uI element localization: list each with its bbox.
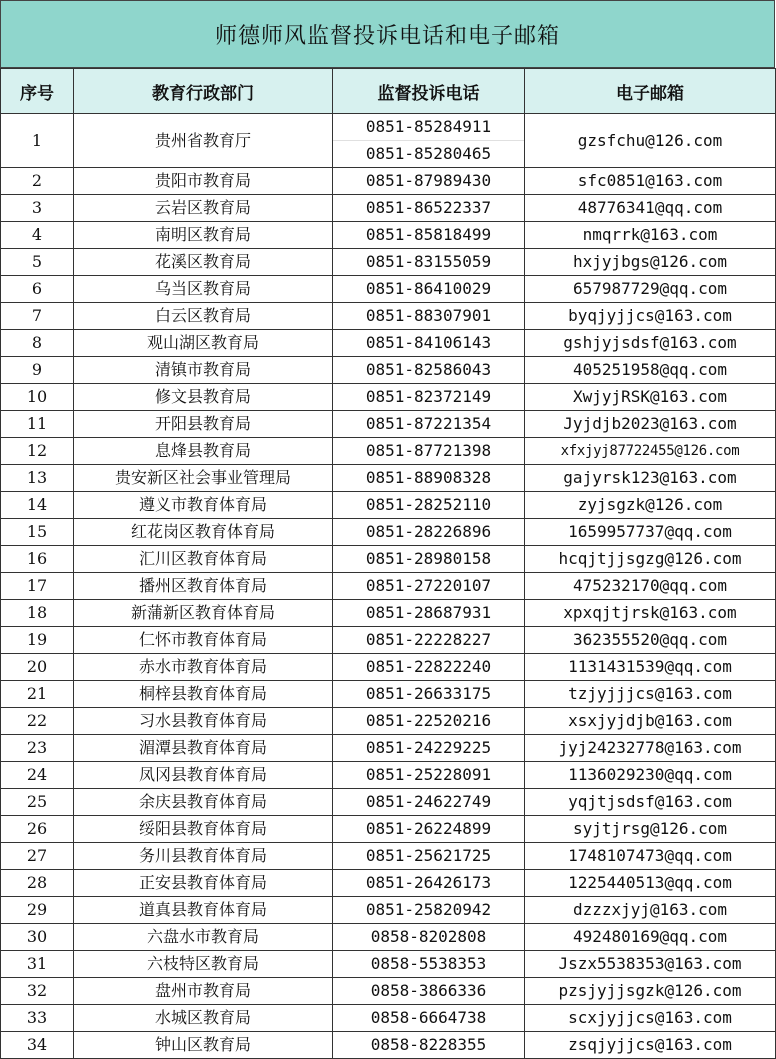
email-address: 362355520@qq.com (525, 627, 776, 654)
phone-number: 0851-28252110 (365, 495, 492, 514)
table-row (1, 114, 776, 168)
row-number: 10 (1, 384, 74, 411)
email-address: gshjyjsdsf@163.com (525, 330, 776, 357)
table-row (1, 843, 776, 870)
phone-number: 0851-26426173 (365, 873, 492, 892)
phone-cell (333, 330, 525, 357)
row-number: 14 (1, 492, 74, 519)
phone-cell (333, 762, 525, 789)
phone-cell (333, 924, 525, 951)
department-name: 遵义市教育体育局 (74, 492, 333, 519)
header-email: 电子邮箱 (525, 69, 776, 114)
table-row (1, 762, 776, 789)
phone-number: 0851-84106143 (365, 333, 492, 352)
email-address: yqjtjsdsf@163.com (525, 789, 776, 816)
row-number: 22 (1, 708, 74, 735)
table-row (1, 708, 776, 735)
email-address: syjtjrsg@126.com (525, 816, 776, 843)
department-name: 花溪区教育局 (74, 249, 333, 276)
table-row (1, 384, 776, 411)
phone-cell (333, 168, 525, 195)
phone-number: 0851-24622749 (365, 792, 492, 811)
row-number: 30 (1, 924, 74, 951)
phone-cell (333, 195, 525, 222)
phone-cell (333, 978, 525, 1005)
department-name: 水城区教育局 (74, 1005, 333, 1032)
department-name: 云岩区教育局 (74, 195, 333, 222)
phone-cell (333, 789, 525, 816)
department-name: 习水县教育体育局 (74, 708, 333, 735)
department-name: 修文县教育局 (74, 384, 333, 411)
row-number: 23 (1, 735, 74, 762)
phone-number: 0851-25228091 (365, 765, 492, 784)
table-row (1, 492, 776, 519)
phone-cell (333, 735, 525, 762)
phone-cell (333, 708, 525, 735)
row-number: 16 (1, 546, 74, 573)
phone-number: 0851-87989430 (365, 171, 492, 190)
email-address: gajyrsk123@163.com (525, 465, 776, 492)
phone-number: 0851-87721398 (365, 441, 492, 460)
row-number: 11 (1, 411, 74, 438)
phone-cell (333, 546, 525, 573)
table-row (1, 546, 776, 573)
phone-number: 0858-5538353 (370, 954, 487, 973)
row-number: 29 (1, 897, 74, 924)
department-name: 清镇市教育局 (74, 357, 333, 384)
department-name: 开阳县教育局 (74, 411, 333, 438)
department-name: 红花岗区教育体育局 (74, 519, 333, 546)
department-name: 息烽县教育局 (74, 438, 333, 465)
phone-cell (333, 357, 525, 384)
table-row (1, 276, 776, 303)
department-name: 余庆县教育体育局 (74, 789, 333, 816)
table-row (1, 573, 776, 600)
table-row (1, 978, 776, 1005)
department-name: 务川县教育体育局 (74, 843, 333, 870)
email-address: zsqjyjjcs@163.com (525, 1032, 776, 1059)
department-name: 新蒲新区教育体育局 (74, 600, 333, 627)
table-row (1, 519, 776, 546)
table-row (1, 411, 776, 438)
table-row (1, 870, 776, 897)
department-name: 六盘水市教育局 (74, 924, 333, 951)
email-address: xsxjyjdjb@163.com (525, 708, 776, 735)
email-address: 1225440513@qq.com (525, 870, 776, 897)
email-address: dzzzxjyj@163.com (525, 897, 776, 924)
row-number: 28 (1, 870, 74, 897)
phone-number: 0858-8228355 (370, 1035, 487, 1054)
phone-number: 0858-6664738 (370, 1008, 487, 1027)
row-number: 8 (1, 330, 74, 357)
phone-number: 0851-86410029 (365, 279, 492, 298)
table-row (1, 195, 776, 222)
email-address: gzsfchu@126.com (525, 114, 776, 168)
table-row (1, 789, 776, 816)
table-row (1, 951, 776, 978)
email-address: zyjsgzk@126.com (525, 492, 776, 519)
department-name: 贵州省教育厅 (74, 114, 333, 168)
email-address: hxjyjbgs@126.com (525, 249, 776, 276)
department-name: 观山湖区教育局 (74, 330, 333, 357)
phone-number: 0851-28980158 (365, 549, 492, 568)
email-address: Jyjdjb2023@163.com (525, 411, 776, 438)
phone-cell (333, 816, 525, 843)
row-number: 1 (1, 114, 74, 168)
phone-number: 0858-3866336 (370, 981, 487, 1000)
phone-cell (333, 249, 525, 276)
phone-cell (333, 492, 525, 519)
department-name: 仁怀市教育体育局 (74, 627, 333, 654)
phone-cell (333, 600, 525, 627)
table-row (1, 681, 776, 708)
email-address: sfc0851@163.com (525, 168, 776, 195)
row-number: 32 (1, 978, 74, 1005)
department-name: 盘州市教育局 (74, 978, 333, 1005)
table-row (1, 654, 776, 681)
phone-number: 0851-25621725 (365, 846, 492, 865)
phone-cell (333, 654, 525, 681)
department-name: 凤冈县教育体育局 (74, 762, 333, 789)
row-number: 26 (1, 816, 74, 843)
table-row (1, 222, 776, 249)
contact-table (0, 68, 776, 1059)
email-address: Jszx5538353@163.com (525, 951, 776, 978)
phone-cell (333, 438, 525, 465)
table-row (1, 303, 776, 330)
department-name: 汇川区教育体育局 (74, 546, 333, 573)
row-number: 9 (1, 357, 74, 384)
row-number: 31 (1, 951, 74, 978)
email-address: 1659957737@qq.com (525, 519, 776, 546)
header-row (1, 69, 776, 114)
row-number: 33 (1, 1005, 74, 1032)
table-row (1, 627, 776, 654)
phone-cell (333, 681, 525, 708)
table-row (1, 816, 776, 843)
email-address: 48776341@qq.com (525, 195, 776, 222)
table-row (1, 465, 776, 492)
phone-number: 0851-28226896 (365, 522, 492, 541)
phone-number: 0851-85818499 (365, 225, 492, 244)
email-address: scxjyjjcs@163.com (525, 1005, 776, 1032)
department-name: 正安县教育体育局 (74, 870, 333, 897)
phone-number: 0851-85284911 (365, 117, 492, 136)
table-row (1, 330, 776, 357)
phone-number: 0851-88307901 (365, 306, 492, 325)
email-address: XwjyjRSK@163.com (525, 384, 776, 411)
email-address: jyj24232778@163.com (525, 735, 776, 762)
department-name: 贵安新区社会事业管理局 (74, 465, 333, 492)
department-name: 钟山区教育局 (74, 1032, 333, 1059)
phone-number: 0858-8202808 (370, 927, 487, 946)
email-address: byqjyjjcs@163.com (525, 303, 776, 330)
header-dept: 教育行政部门 (74, 69, 333, 114)
phone-cell (333, 951, 525, 978)
email-address: 1131431539@qq.com (525, 654, 776, 681)
phone-number: 0851-26224899 (365, 819, 492, 838)
row-number: 5 (1, 249, 74, 276)
phone-cell (333, 1032, 525, 1059)
department-name: 南明区教育局 (74, 222, 333, 249)
department-name: 绥阳县教育体育局 (74, 816, 333, 843)
phone-number: 0851-25820942 (365, 900, 492, 919)
row-number: 15 (1, 519, 74, 546)
department-name: 桐梓县教育体育局 (74, 681, 333, 708)
phone-cell (333, 303, 525, 330)
phone-number: 0851-82586043 (365, 360, 492, 379)
phone-cell (333, 519, 525, 546)
email-address: 475232170@qq.com (525, 573, 776, 600)
phone-cell (333, 573, 525, 600)
row-number: 20 (1, 654, 74, 681)
table-row (1, 924, 776, 951)
phone-number: 0851-88908328 (365, 468, 492, 487)
phone-number: 0851-86522337 (365, 198, 492, 217)
phone-cell (333, 1005, 525, 1032)
phone-cell (333, 384, 525, 411)
row-number: 3 (1, 195, 74, 222)
phone-cell (333, 411, 525, 438)
phone-cell (333, 465, 525, 492)
email-address: hcqjtjjsgzg@126.com (525, 546, 776, 573)
department-name: 湄潭县教育体育局 (74, 735, 333, 762)
row-number: 27 (1, 843, 74, 870)
row-number: 13 (1, 465, 74, 492)
table-row (1, 735, 776, 762)
phone-cell (333, 627, 525, 654)
table-row (1, 1032, 776, 1059)
table-row (1, 1005, 776, 1032)
header-num: 序号 (1, 69, 74, 114)
table-row (1, 249, 776, 276)
phone-number: 0851-83155059 (365, 252, 492, 271)
phone-number: 0851-22822240 (365, 657, 492, 676)
table-row (1, 168, 776, 195)
email-address: 405251958@qq.com (525, 357, 776, 384)
email-address: 492480169@qq.com (525, 924, 776, 951)
email-address: tzjyjjjcs@163.com (525, 681, 776, 708)
row-number: 19 (1, 627, 74, 654)
email-address: nmqrrk@163.com (525, 222, 776, 249)
table-row (1, 438, 776, 465)
phone-cell (333, 276, 525, 303)
email-address: pzsjyjjsgzk@126.com (525, 978, 776, 1005)
phone-cell (333, 843, 525, 870)
table-row (1, 600, 776, 627)
department-name: 赤水市教育体育局 (74, 654, 333, 681)
row-number: 2 (1, 168, 74, 195)
phone-cell (333, 870, 525, 897)
email-address: 1748107473@qq.com (525, 843, 776, 870)
row-number: 7 (1, 303, 74, 330)
phone-number: 0851-82372149 (365, 387, 492, 406)
phone-number: 0851-26633175 (365, 684, 492, 703)
header-phone: 监督投诉电话 (333, 69, 525, 114)
table-row (1, 357, 776, 384)
row-number: 4 (1, 222, 74, 249)
phone-cell (333, 897, 525, 924)
email-address: xfxjyj87722455@126.com (525, 438, 776, 465)
phone-number: 0851-24229225 (365, 738, 492, 757)
row-number: 34 (1, 1032, 74, 1059)
phone-number: 0851-85280465 (333, 140, 524, 167)
email-address: 1136029230@qq.com (525, 762, 776, 789)
department-name: 播州区教育体育局 (74, 573, 333, 600)
department-name: 乌当区教育局 (74, 276, 333, 303)
row-number: 12 (1, 438, 74, 465)
phone-number: 0851-87221354 (365, 414, 492, 433)
department-name: 道真县教育体育局 (74, 897, 333, 924)
table-title: 师德师风监督投诉电话和电子邮箱 (0, 0, 775, 68)
table-row (1, 897, 776, 924)
phone-number: 0851-22520216 (365, 711, 492, 730)
phone-cell (333, 114, 525, 168)
row-number: 18 (1, 600, 74, 627)
phone-cell (333, 222, 525, 249)
row-number: 17 (1, 573, 74, 600)
row-number: 25 (1, 789, 74, 816)
department-name: 贵阳市教育局 (74, 168, 333, 195)
table-body (1, 114, 776, 1059)
phone-number: 0851-27220107 (365, 576, 492, 595)
row-number: 24 (1, 762, 74, 789)
email-address: 657987729@qq.com (525, 276, 776, 303)
email-address: xpxqjtjrsk@163.com (525, 600, 776, 627)
row-number: 21 (1, 681, 74, 708)
phone-number: 0851-22228227 (365, 630, 492, 649)
phone-number: 0851-28687931 (365, 603, 492, 622)
department-name: 六枝特区教育局 (74, 951, 333, 978)
department-name: 白云区教育局 (74, 303, 333, 330)
row-number: 6 (1, 276, 74, 303)
